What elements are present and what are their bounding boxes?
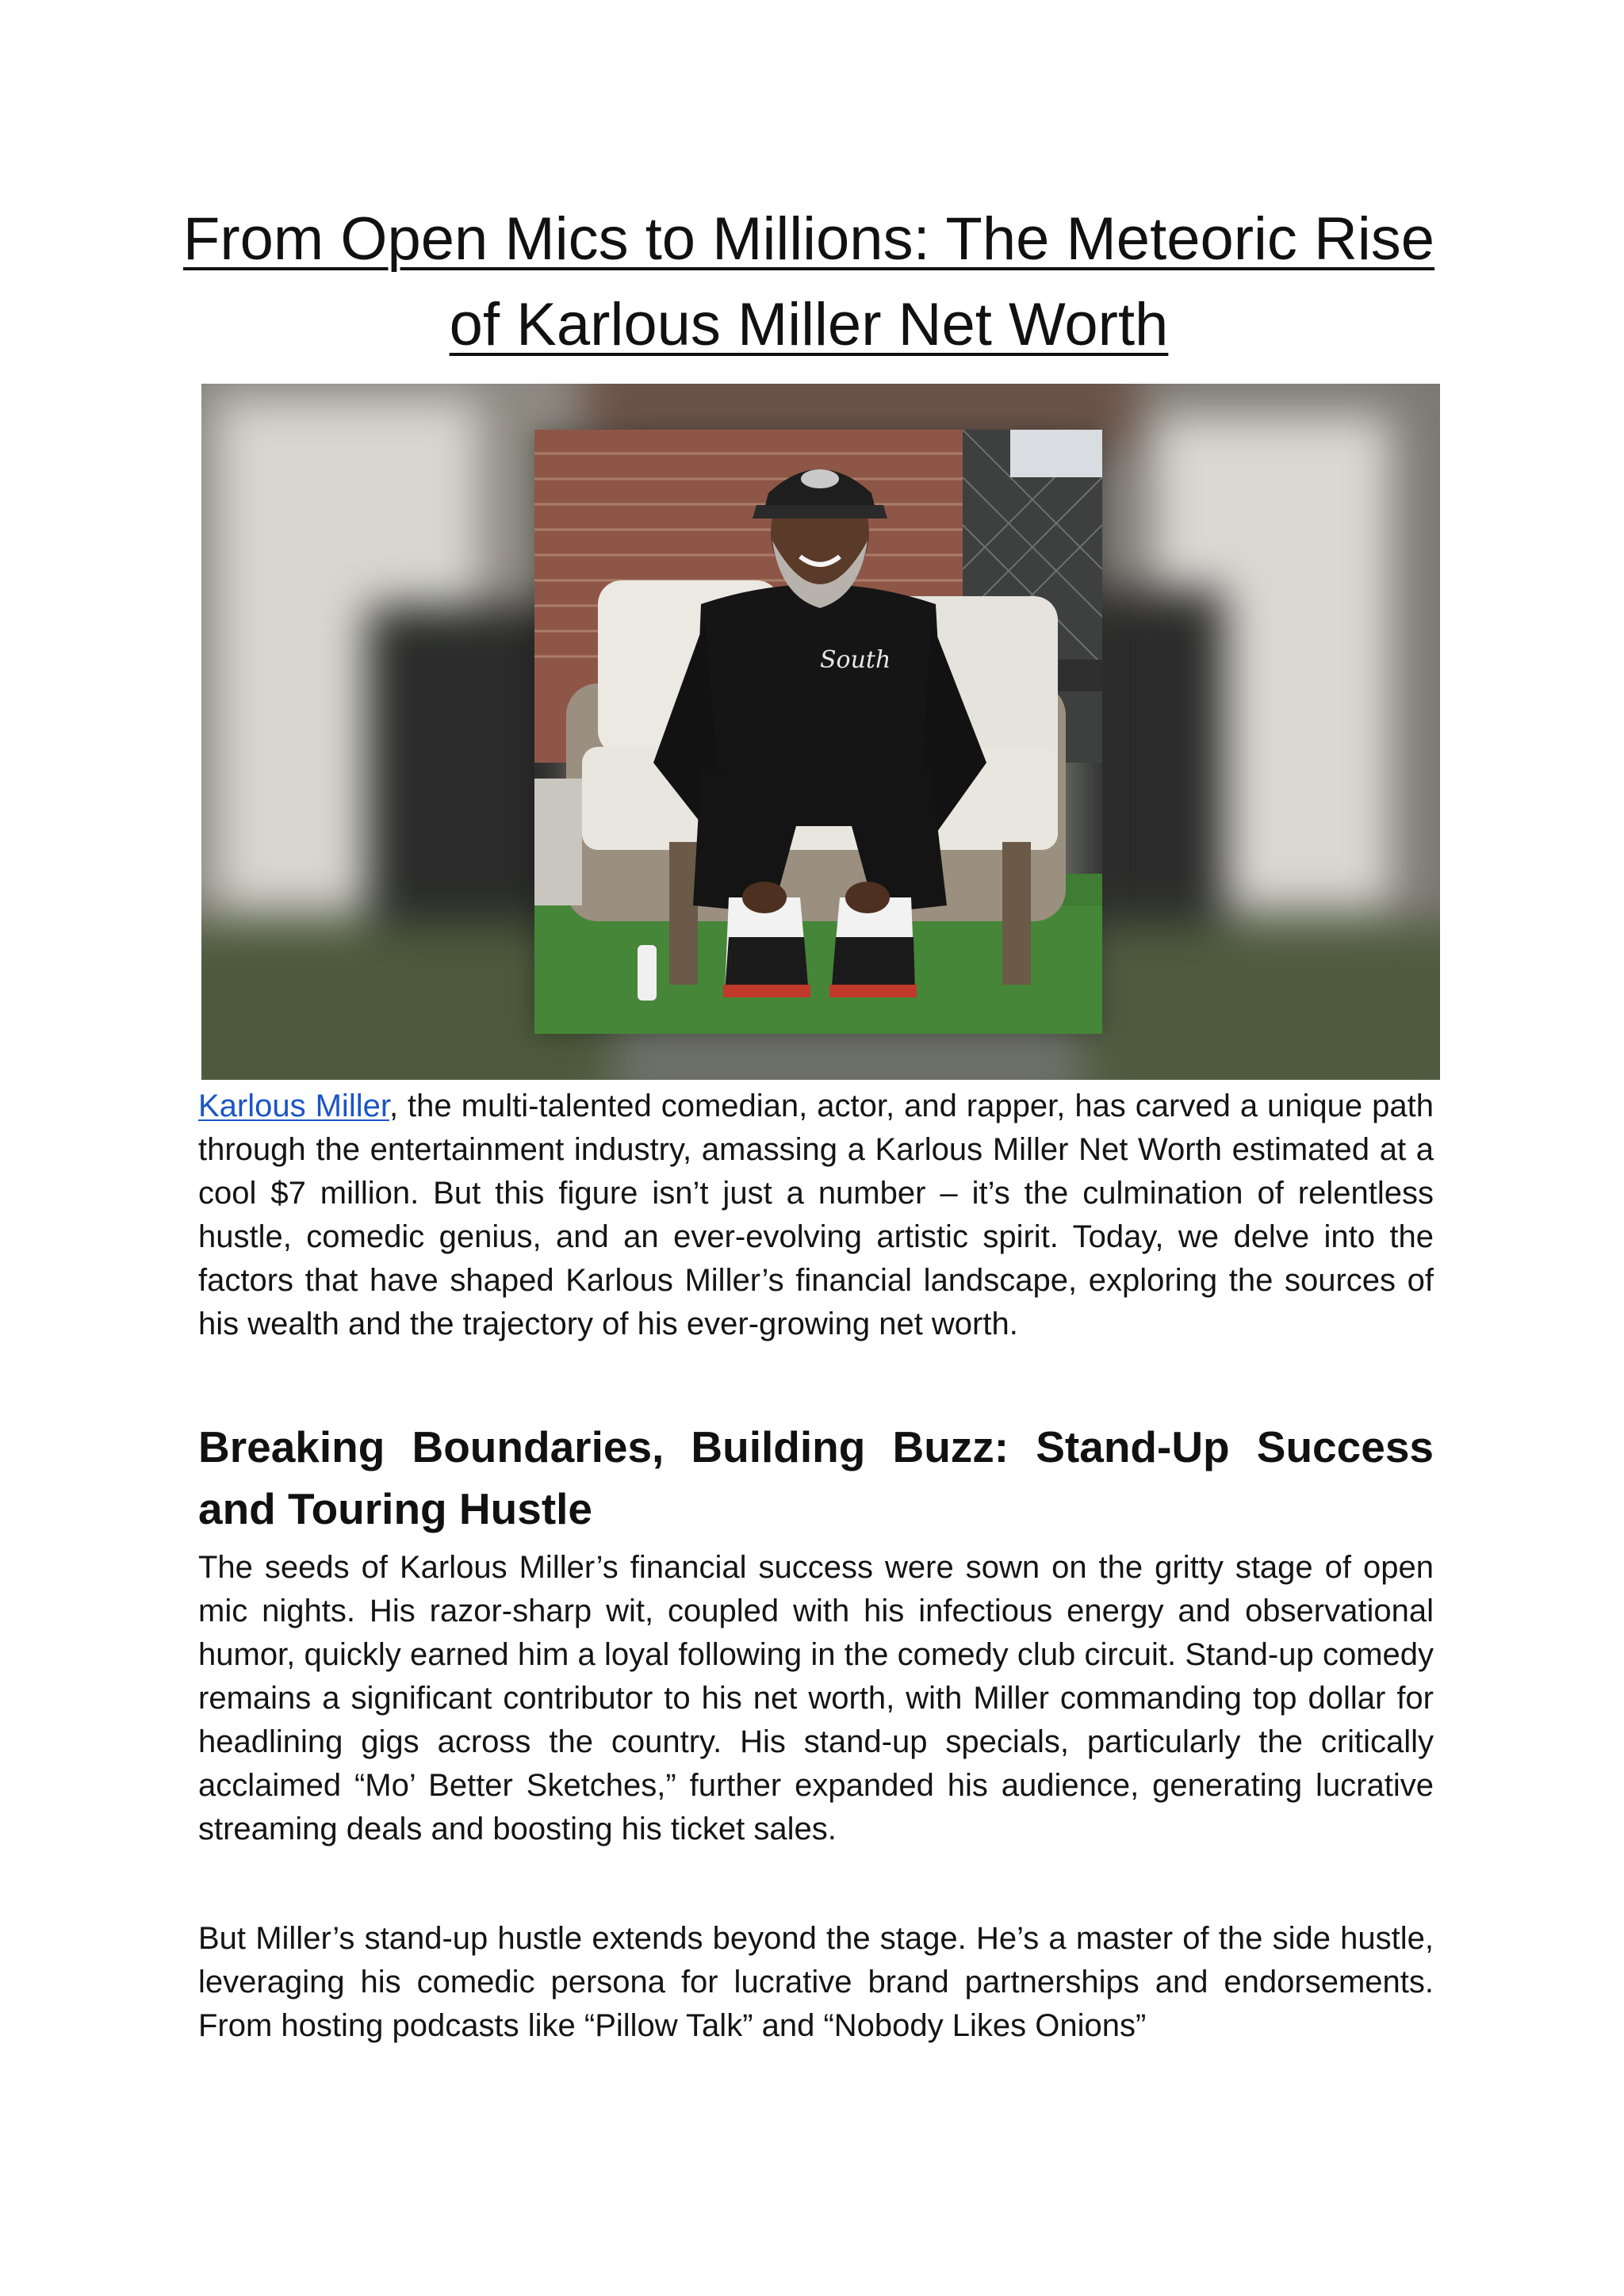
karlous-miller-link[interactable]: Karlous Miller (198, 1089, 389, 1123)
intro-paragraph (198, 1085, 1434, 1346)
portrait-photo (534, 430, 1102, 1034)
section-paragraph-1: The seeds of Karlous Miller’s financial success were sown on the gritty stage of open mic nights. His razor-sharp wit, coupled with his infectious energy and observational humor, quickly earned him a loyal following in the comedy club circuit. Stand-up comedy remains a significant contributor to his net worth, with Miller commanding top dollar for headlining gigs across the country. His stand-up specials, particularly the critically acclaimed “Mo’ Better Sketches,” further expanded his audience, generating lucrative streaming deals and boosting his ticket sales. (198, 1550, 1434, 1846)
section-paragraph-2: But Miller’s stand-up hustle extends beyond the stage. He’s a master of the side hustle, leveraging his comedic persona for lucrative brand partnerships and endorsements. From hosting podcasts like “Pillow Talk” and “Nobody Likes Onions” (198, 1921, 1434, 2043)
shirt-text: South (820, 646, 891, 674)
hero-image (201, 384, 1440, 1080)
portrait-illustration (534, 430, 1102, 1034)
article-title-text: From Open Mics to Millions: The Meteoric Rise of Karlous Miller Net Worth (182, 205, 1435, 358)
section-heading: Breaking Boundaries, Building Buzz: Stand-Up Success and Touring Hustle (198, 1422, 1434, 1533)
article-title (159, 197, 1459, 368)
intro-text: , the multi-talented comedian, actor, and rapper, has carved a unique path through the entertainment industry, amassing a Karlous Miller Net Worth estimated at a cool $7 million. But this figure isn’t just a number – it’s the culmination of relentless hustle, comedic genius, and an ever-evolving artistic spirit. Today, we delve into the factors that have shaped Karlous Miller’s financial landscape, exploring the sources of his wealth and the trajectory of his ever-growing net worth. (198, 1089, 1434, 1341)
